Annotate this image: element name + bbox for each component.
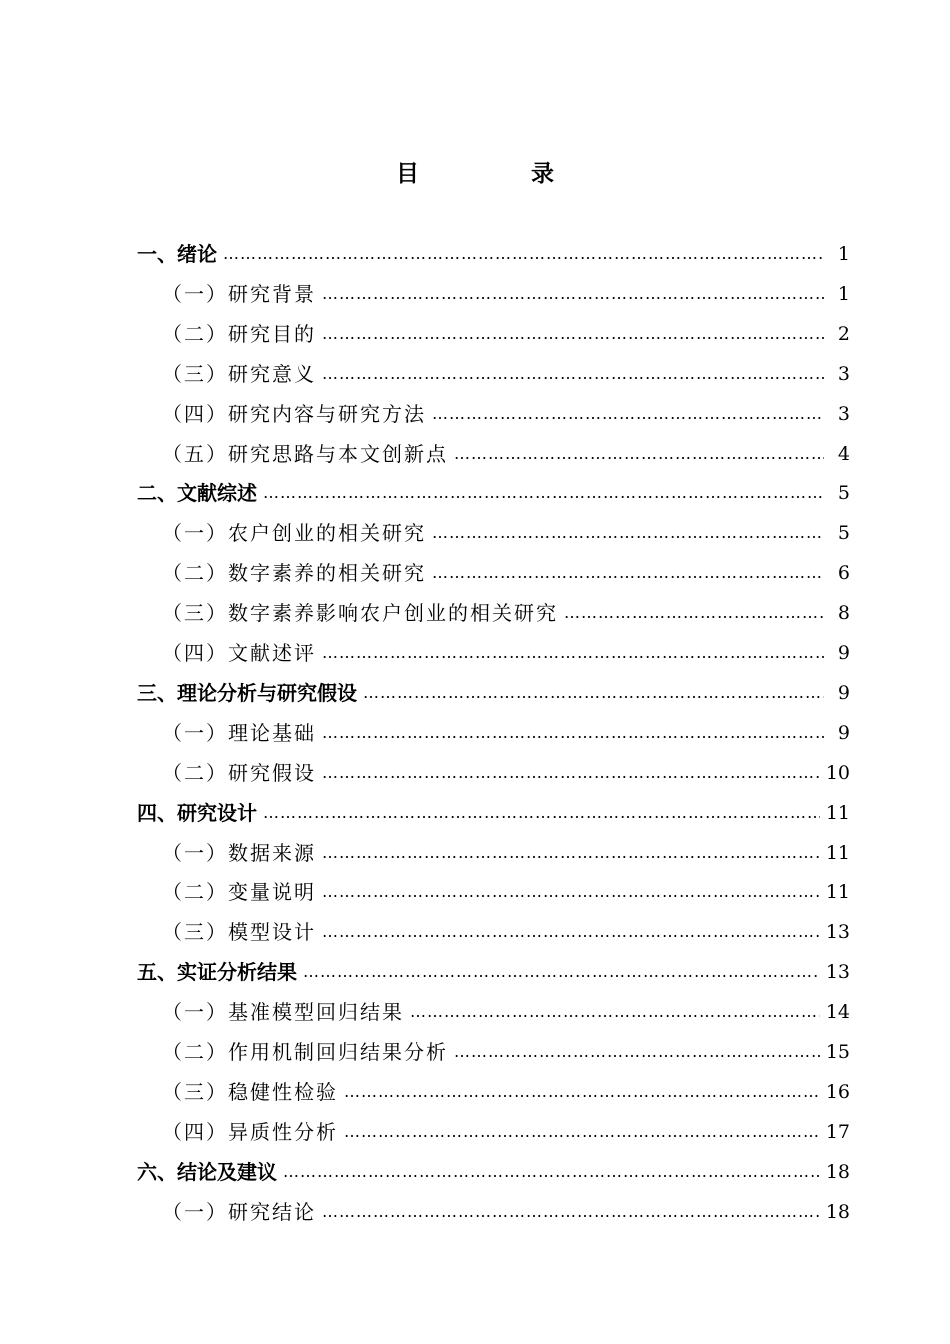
- toc-page-number: 1: [837, 243, 850, 265]
- toc-section-entry[interactable]: [162, 436, 850, 472]
- toc-entry-label: （一）数据来源: [162, 840, 316, 865]
- toc-entry-label: （三）模型设计: [162, 920, 316, 945]
- toc-page-number: 17: [825, 1120, 850, 1143]
- toc-dot-leader: [344, 1114, 820, 1150]
- toc-entry-label: （二）作用机制回归结果分析: [162, 1040, 448, 1064]
- toc-dot-leader: [322, 835, 820, 871]
- toc-section-entry[interactable]: [162, 595, 850, 631]
- toc-section-entry[interactable]: [162, 555, 850, 591]
- toc-section-entry[interactable]: [162, 1034, 850, 1070]
- toc-page-number: 2: [837, 322, 850, 345]
- toc-section-entry[interactable]: [162, 276, 850, 312]
- toc-dot-leader: [322, 715, 824, 751]
- toc-page-number: 5: [837, 522, 850, 545]
- toc-entry-label: （三）数字素养影响农户创业的相关研究: [162, 601, 558, 626]
- toc-section-entry[interactable]: [162, 316, 850, 352]
- toc-entry-label: （二）数字素养的相关研究: [162, 561, 426, 586]
- toc-section-entry[interactable]: [162, 1114, 850, 1150]
- toc-dot-leader: [432, 396, 824, 432]
- toc-title: 目 录: [395, 161, 606, 187]
- toc-dot-leader: [454, 436, 824, 472]
- toc-chapter-entry[interactable]: [137, 1154, 850, 1190]
- toc-page-number: 16: [825, 1080, 850, 1103]
- toc-page-number: 11: [825, 801, 850, 824]
- toc-dot-leader: [363, 675, 824, 711]
- toc-dot-leader: [263, 475, 824, 511]
- toc-page-number: 10: [825, 761, 850, 784]
- toc-entry-label: （一）研究结论: [162, 1199, 316, 1224]
- toc-chapter-entry[interactable]: [137, 236, 850, 272]
- toc-entry-label: （三）研究意义: [162, 361, 316, 386]
- toc-section-entry[interactable]: [162, 1074, 850, 1110]
- toc-entry-label: （一）基准模型回归结果: [162, 1000, 404, 1025]
- toc-section-entry[interactable]: [162, 396, 850, 432]
- toc-page-number: 3: [837, 362, 850, 385]
- toc-entry-label: （四）异质性分析: [162, 1119, 338, 1144]
- toc-dot-leader: [283, 1154, 820, 1190]
- toc-entry-label: （一）研究背景: [162, 281, 316, 306]
- toc-dot-leader: [564, 595, 824, 631]
- toc-page-number: 11: [825, 881, 850, 904]
- toc-page-number: 13: [825, 921, 850, 944]
- toc-section-entry[interactable]: [162, 914, 850, 950]
- toc-page-number: 11: [825, 841, 850, 864]
- toc-chapter-entry[interactable]: [137, 675, 850, 711]
- toc-page-number: 9: [837, 721, 850, 744]
- toc-page-number: 5: [837, 482, 850, 505]
- toc-dot-leader: [344, 1074, 820, 1110]
- toc-dot-leader: [322, 755, 820, 791]
- toc-section-entry[interactable]: [162, 835, 850, 871]
- toc-section-entry[interactable]: [162, 356, 850, 392]
- toc-entry-label: （一）农户创业的相关研究: [162, 521, 426, 546]
- toc-entry-label: （二）研究目的: [162, 321, 316, 346]
- toc-entry-label: （四）文献述评: [162, 641, 316, 665]
- toc-chapter-entry[interactable]: [137, 954, 850, 990]
- toc-entry-label: （二）变量说明: [162, 880, 316, 905]
- toc-page-number: 8: [837, 602, 850, 625]
- toc-dot-leader: [410, 994, 820, 1030]
- toc-page-number: 15: [825, 1041, 850, 1063]
- toc-section-entry[interactable]: [162, 715, 850, 751]
- toc-chapter-entry[interactable]: [137, 475, 850, 511]
- toc-entry-label: 六、结论及建议: [137, 1159, 277, 1184]
- toc-entry-label: 二、文献综述: [137, 481, 257, 506]
- toc-section-entry[interactable]: [162, 994, 850, 1030]
- toc-page-number: 9: [837, 642, 850, 664]
- toc-page-number: 14: [825, 1001, 850, 1024]
- toc-page-number: 18: [825, 1200, 850, 1223]
- toc-dot-leader: [263, 795, 820, 831]
- toc-dot-leader: [322, 914, 820, 950]
- toc-entry-label: （五）研究思路与本文创新点: [162, 441, 448, 466]
- toc-dot-leader: [432, 555, 824, 591]
- toc-chapter-entry[interactable]: [137, 795, 850, 831]
- toc-dot-leader: [303, 954, 820, 990]
- toc-entry-label: 三、理论分析与研究假设: [137, 680, 357, 705]
- toc-page-number: 13: [825, 961, 850, 984]
- toc-dot-leader: [322, 356, 824, 392]
- toc-page-number: 3: [837, 402, 850, 425]
- toc-page-number: 4: [837, 442, 850, 465]
- toc-dot-leader: [454, 1034, 820, 1070]
- toc-dot-leader: [432, 515, 824, 551]
- toc-entry-label: （四）研究内容与研究方法: [162, 401, 426, 426]
- toc-dot-leader: [322, 276, 824, 312]
- toc-dot-leader: [322, 635, 824, 671]
- toc-entry-label: 五、实证分析结果: [137, 960, 297, 985]
- toc-entry-label: 一、绪论: [137, 242, 217, 266]
- toc-entry-label: 四、研究设计: [137, 800, 257, 825]
- toc-section-entry[interactable]: [162, 874, 850, 910]
- toc-page-number: 6: [837, 562, 850, 585]
- toc-entry-label: （二）研究假设: [162, 760, 316, 785]
- toc-section-entry[interactable]: [162, 635, 850, 671]
- toc-section-entry[interactable]: [162, 515, 850, 551]
- toc-entry-label: （三）稳健性检验: [162, 1079, 338, 1104]
- toc-page-number: 1: [837, 282, 850, 305]
- toc-dot-leader: [223, 236, 824, 272]
- toc-section-entry[interactable]: [162, 755, 850, 791]
- toc-entry-label: （一）理论基础: [162, 720, 316, 745]
- toc-dot-leader: [322, 316, 824, 352]
- toc-dot-leader: [322, 1194, 820, 1230]
- toc-page-number: 18: [825, 1160, 850, 1183]
- toc-dot-leader: [322, 874, 820, 910]
- toc-page-number: 9: [837, 681, 850, 704]
- toc-section-entry[interactable]: [162, 1194, 850, 1230]
